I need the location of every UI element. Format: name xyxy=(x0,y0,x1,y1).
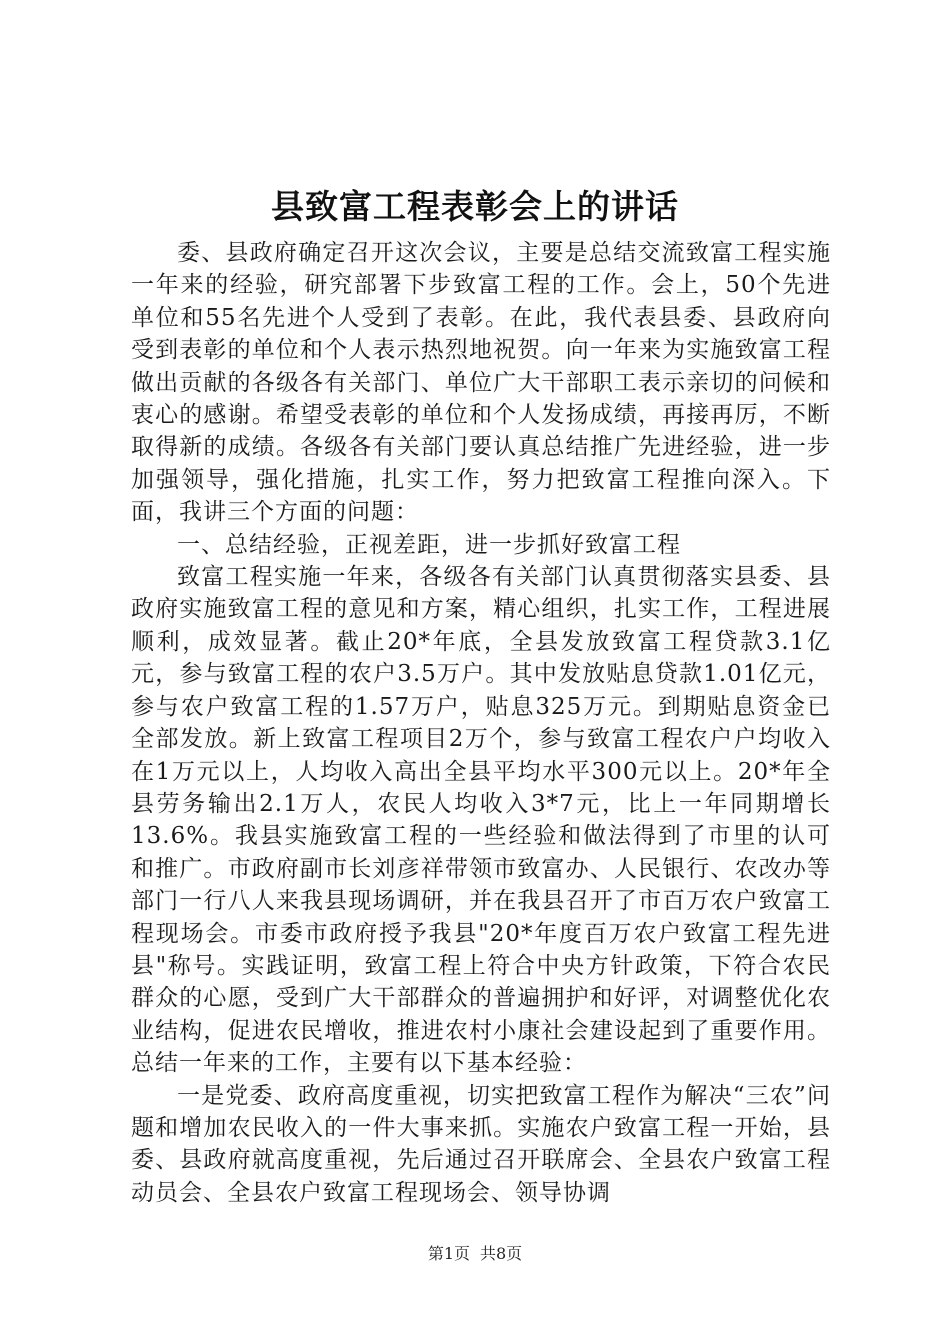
page-footer xyxy=(0,1243,950,1265)
paragraph-experience-1: 一是党委、政府高度重视，切实把致富工程作为解决“三农”问题和增加农民收入的一件大事来抓。实施农户致富工程一开始，县委、县政府就高度重视，先后通过召开联席会、全县农户致富工程动员会、全县农户致富工程现场会、领导协调 xyxy=(131,1082,831,1206)
document-title: 县致富工程表彰会上的讲话 xyxy=(271,187,679,226)
document-body xyxy=(131,237,831,1209)
paragraph-intro: 委、县政府确定召开这次会议，主要是总结交流致富工程实施一年来的经验，研究部署下步致富工程的工作。会上，50个先进单位和55名先进个人受到了表彰。在此，我代表县委、县政府向受到表彰的单位和个人表示热烈地祝贺。向一年来为实施致富工程做出贡献的各级各有关部门、单位广大干部职工表示亲切的问候和衷心的感谢。希望受表彰的单位和个人发扬成绩，再接再厉，不断取得新的成绩。各级各有关部门要认真总结推广先进经验，进一步加强领导，强化措施，扎实工作，努力把致富工程推向深入。下面，我讲三个方面的问题： xyxy=(131,240,831,526)
page-number: 第1页 xyxy=(427,1244,470,1263)
page-total: 共8页 xyxy=(480,1244,523,1263)
paragraph-achievements: 致富工程实施一年来，各级各有关部门认真贯彻落实县委、县政府实施致富工程的意见和方案，精心组织，扎实工作，工程进展顺利，成效显著。截止20*年底，全县发放致富工程贷款3.1亿元，参与致富工程的农户3.5万户。其中发放贴息贷款1.01亿元，参与农户致富工程的1.57万户，贴息325万元。到期贴息资金已全部发放。新上致富工程项目2万个，参与致富工程农户户均收入在1万元以上，人均收入高出全县平均水平300元以上。20*年全县劳务输出2.1万人，农民人均收入3*7元，比上一年同期增长13.6%。我县实施致富工程的一些经验和做法得到了市里的认可和推广。市政府副市长刘彦祥带领市致富办、人民银行、农改办等部门一行八人来我县现场调研，并在我县召开了市百万农户致富工程现场会。市委市政府授予我县"20*年度百万农户致富工程先进县"称号。实践证明，致富工程上符合中央方针政策，下符合农民群众的心愿，受到广大干部群众的普遍拥护和好评，对调整优化农业结构，促进农民增收，推进农村小康社会建设起到了重要作用。总结一年来的工作，主要有以下基本经验： xyxy=(131,564,831,1077)
section-heading-1: 一、总结经验，正视差距，进一步抓好致富工程 xyxy=(177,531,681,558)
